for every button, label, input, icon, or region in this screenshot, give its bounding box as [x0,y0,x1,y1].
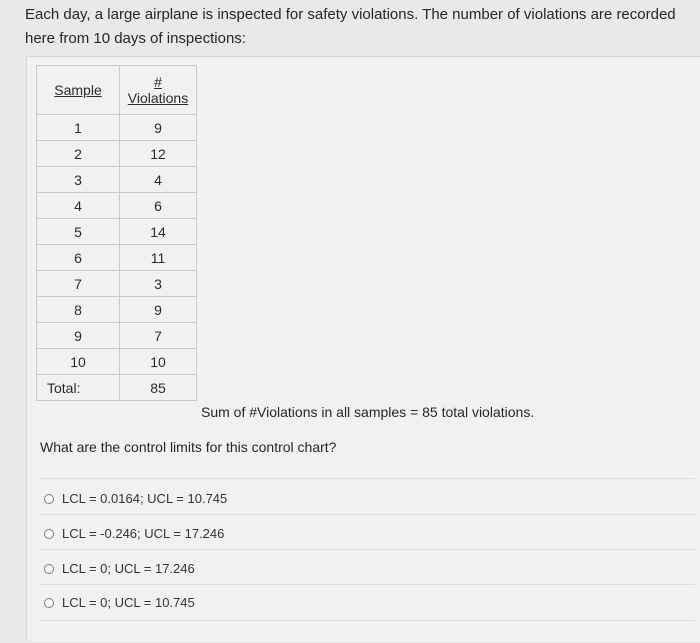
intro-text: Each day, a large airplane is inspected for safety violations. The number of violations are recorded here from 10 days of inspections: [25,6,676,47]
violations-cell: 14 [120,219,197,245]
sample-cell: 3 [37,167,120,193]
answer-option-4[interactable] [44,595,195,610]
total-row [37,375,197,401]
violations-cell: 3 [120,271,197,297]
option-label: LCL = -0.246; UCL = 17.246 [62,526,225,541]
violations-cell: 9 [120,115,197,141]
total-label: Total: [37,375,120,401]
sample-cell: 10 [37,349,120,375]
table-row [37,115,197,141]
radio-button[interactable] [44,564,54,574]
header-violations [120,66,197,115]
sample-cell: 9 [37,323,120,349]
sample-cell: 5 [37,219,120,245]
radio-button[interactable] [44,529,54,539]
header-violations-label: Violations [127,90,189,106]
total-value: 85 [120,375,197,401]
sample-cell: 2 [37,141,120,167]
option-divider [40,620,695,621]
violations-cell: 6 [120,193,197,219]
sum-note: Sum of #Violations in all samples = 85 total violations. [201,404,535,420]
option-divider [40,549,695,550]
answer-option-1[interactable] [44,491,227,506]
table-row [37,297,197,323]
sample-cell: 7 [37,271,120,297]
table-row [37,141,197,167]
table-header-row [37,66,197,115]
header-sample: Sample [37,66,120,115]
sample-cell: 6 [37,245,120,271]
answer-option-2[interactable] [44,526,224,541]
violations-cell: 11 [120,245,197,271]
violations-cell: 4 [120,167,197,193]
option-divider [40,514,695,515]
table-row [37,349,197,375]
violations-cell: 10 [120,349,197,375]
radio-button[interactable] [44,494,54,504]
question-text: What are the control limits for this control chart? [40,439,337,455]
sample-cell: 4 [37,193,120,219]
option-label: LCL = 0; UCL = 17.246 [62,561,195,576]
option-label: LCL = 0.0164; UCL = 10.745 [62,491,228,506]
table-row [37,167,197,193]
table-row [37,271,197,297]
table-row [37,193,197,219]
violations-cell: 9 [120,297,197,323]
option-divider [40,584,695,585]
header-hash: # [154,74,162,90]
table-row [37,245,197,271]
table-row [37,323,197,349]
sample-cell: 1 [37,115,120,141]
radio-button[interactable] [44,598,54,608]
sample-cell: 8 [37,297,120,323]
option-label: LCL = 0; UCL = 10.745 [62,595,195,610]
violations-cell: 12 [120,141,197,167]
violations-table [36,65,197,401]
answer-option-3[interactable] [44,561,195,576]
option-divider [40,478,695,479]
table-row [37,219,197,245]
violations-cell: 7 [120,323,197,349]
